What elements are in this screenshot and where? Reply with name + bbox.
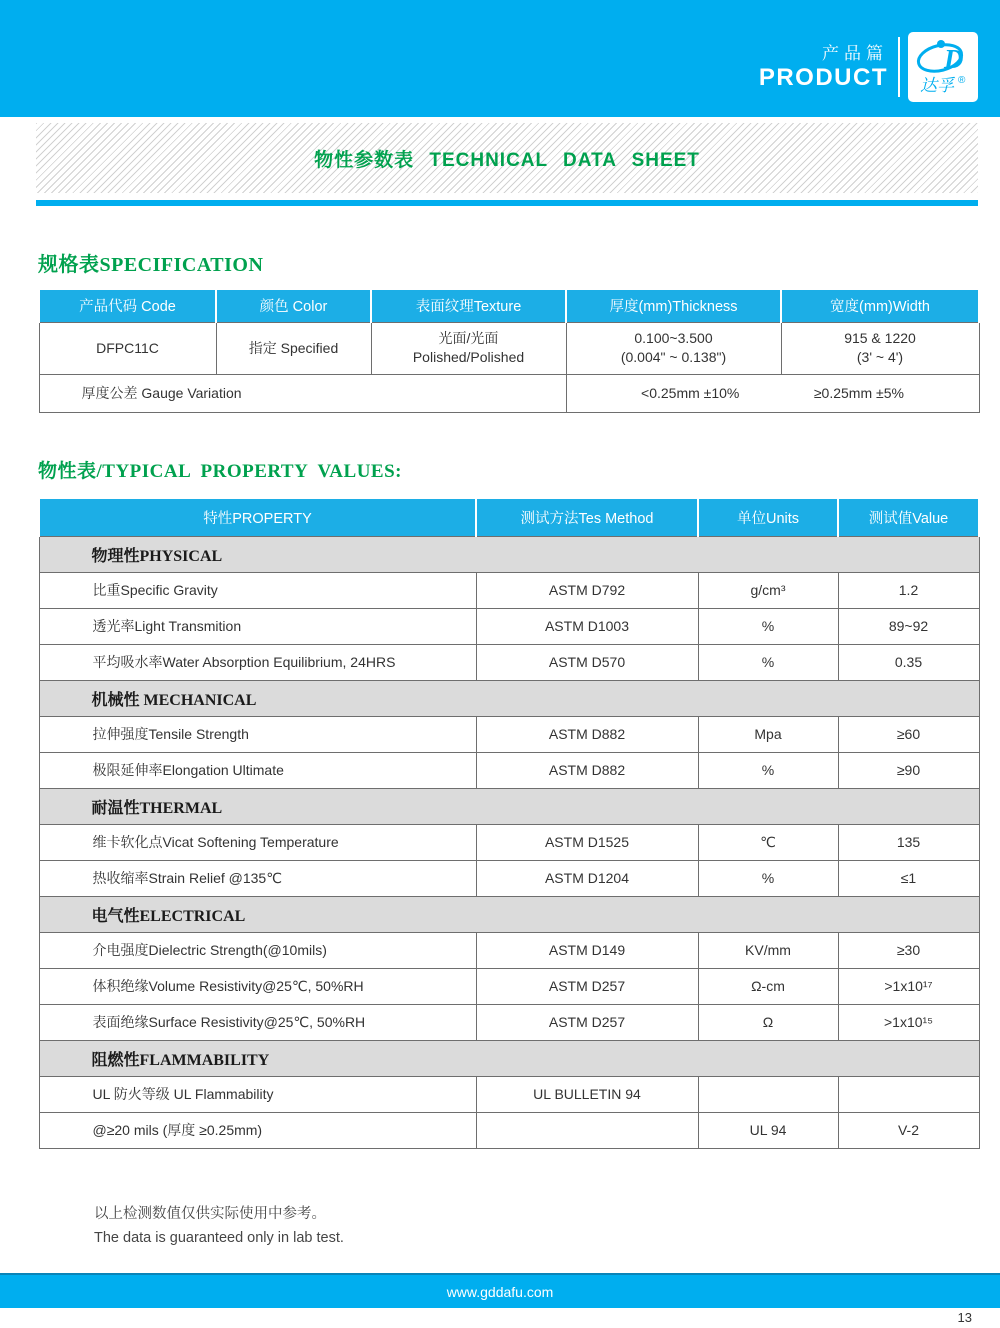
table-row [39, 752, 979, 788]
spec-col-texture: 表面纹理Texture [371, 289, 566, 322]
method-cell: ASTM D1204 [476, 860, 698, 896]
specification-heading: 规格表SPECIFICATION [38, 254, 264, 276]
property-cell: 拉伸强度Tensile Strength [39, 716, 476, 752]
value-cell: ≥90 [838, 752, 979, 788]
footer-band [0, 1273, 1000, 1308]
texture-line2: Polished/Polished [412, 349, 525, 365]
props-col-units: 单位Units [698, 498, 838, 536]
property-cell: 极限延伸率Elongation Ultimate [39, 752, 476, 788]
width-line2: (3' ~ 4') [856, 349, 904, 365]
banner-underline [36, 200, 978, 206]
texture-line1: 光面/光面 [438, 330, 499, 347]
method-cell: ASTM D149 [476, 932, 698, 968]
logo-registered-mark: ® [958, 75, 966, 86]
value-cell: >1x10¹⁵ [838, 1004, 979, 1040]
header-divider [898, 37, 900, 97]
value-cell: 0.35 [838, 644, 979, 680]
gauge-value-above: ≥0.25mm ±5% [813, 385, 904, 401]
value-cell: >1x10¹⁷ [838, 968, 979, 1004]
properties-heading: 物性表/TYPICAL PROPERTY VALUES: [38, 461, 402, 482]
units-cell: Ω [698, 1004, 838, 1040]
section-title: 机械性 MECHANICAL [39, 680, 979, 716]
props-col-method: 测试方法Tes Method [476, 498, 698, 536]
units-cell: % [698, 860, 838, 896]
units-cell: Mpa [698, 716, 838, 752]
units-cell: UL 94 [698, 1112, 838, 1148]
section-row-mechanical [39, 680, 979, 716]
header-right-block [759, 32, 978, 102]
properties-table [38, 497, 980, 1149]
footnote-zh: 以上检测数值仅供实际使用中参考。 [94, 1206, 326, 1222]
dafu-logo-icon [913, 37, 973, 97]
table-row [39, 644, 979, 680]
title-banner [36, 123, 978, 193]
logo-monogram: D [944, 44, 964, 74]
spec-col-thickness: 厚度(mm)Thickness [566, 289, 781, 322]
property-cell: 比重Specific Gravity [39, 572, 476, 608]
value-cell: 1.2 [838, 572, 979, 608]
table-row [39, 1112, 979, 1148]
page-number: 13 [957, 1310, 972, 1325]
website-link[interactable]: www.gddafu.com [446, 1283, 554, 1300]
spec-color-cell: 指定 Specified [216, 322, 371, 374]
table-row [39, 322, 979, 374]
gauge-variation-label: 厚度公差 Gauge Variation [39, 374, 566, 412]
property-cell: UL 防火等级 UL Flammability [39, 1076, 476, 1112]
spec-col-color: 颜色 Color [216, 289, 371, 322]
value-cell [838, 1076, 979, 1112]
specification-table [38, 288, 980, 413]
units-cell: % [698, 608, 838, 644]
method-cell: UL BULLETIN 94 [476, 1076, 698, 1112]
gauge-variation-values [566, 374, 979, 412]
spec-thickness-cell [566, 322, 781, 374]
value-cell: V-2 [838, 1112, 979, 1148]
section-row-electrical [39, 896, 979, 932]
value-cell: ≥30 [838, 932, 979, 968]
props-col-value: 测试值Value [838, 498, 979, 536]
props-col-property: 特性PROPERTY [39, 498, 476, 536]
property-cell: 热收缩率Strain Relief @135℃ [39, 860, 476, 896]
method-cell: ASTM D792 [476, 572, 698, 608]
properties-header-row [39, 498, 979, 536]
section-title: 物理性PHYSICAL [39, 536, 979, 572]
table-row [39, 860, 979, 896]
property-cell: 表面绝缘Surface Resistivity@25℃, 50%RH [39, 1004, 476, 1040]
table-row [39, 572, 979, 608]
method-cell: ASTM D257 [476, 1004, 698, 1040]
header-category [759, 43, 888, 91]
thickness-line1: 0.100~3.500 [634, 330, 713, 347]
table-row [39, 608, 979, 644]
table-row [39, 968, 979, 1004]
units-cell: KV/mm [698, 932, 838, 968]
spec-texture-cell [371, 322, 566, 374]
spec-width-cell [781, 322, 979, 374]
property-cell: 介电强度Dielectric Strength(@10mils) [39, 932, 476, 968]
footnotes [94, 1203, 344, 1251]
logo-name: 达孚 [920, 76, 954, 95]
property-cell: @≥20 mils (厚度 ≥0.25mm) [39, 1112, 476, 1148]
units-cell: Ω-cm [698, 968, 838, 1004]
method-cell [476, 1112, 698, 1148]
spec-col-width: 宽度(mm)Width [781, 289, 979, 322]
section-row-thermal [39, 788, 979, 824]
company-logo [908, 32, 978, 102]
method-cell: ASTM D1525 [476, 824, 698, 860]
section-row-flammability [39, 1040, 979, 1076]
spec-header-row [39, 289, 979, 322]
top-header-band [0, 0, 1000, 117]
method-cell: ASTM D882 [476, 716, 698, 752]
method-cell: ASTM D570 [476, 644, 698, 680]
property-cell: 体积绝缘Volume Resistivity@25℃, 50%RH [39, 968, 476, 1004]
value-cell: ≥60 [838, 716, 979, 752]
spec-col-code: 产品代码 Code [39, 289, 216, 322]
category-label-en: PRODUCT [758, 63, 888, 91]
table-row [39, 1076, 979, 1112]
property-cell: 透光率Light Transmition [39, 608, 476, 644]
table-row [39, 824, 979, 860]
gauge-value-below: <0.25mm ±10% [641, 385, 740, 401]
table-row [39, 932, 979, 968]
method-cell: ASTM D882 [476, 752, 698, 788]
table-row [39, 1004, 979, 1040]
method-cell: ASTM D1003 [476, 608, 698, 644]
table-row [39, 374, 979, 412]
units-cell: g/cm³ [698, 572, 838, 608]
category-label-zh: 产品篇 [822, 43, 888, 63]
method-cell: ASTM D257 [476, 968, 698, 1004]
table-row [39, 716, 979, 752]
width-line1: 915 & 1220 [844, 330, 916, 347]
value-cell: 89~92 [838, 608, 979, 644]
units-cell: % [698, 644, 838, 680]
section-title: 阻燃性FLAMMABILITY [39, 1040, 979, 1076]
property-cell: 平均吸水率Water Absorption Equilibrium, 24HRS [39, 644, 476, 680]
units-cell: ℃ [698, 824, 838, 860]
thickness-line2: (0.004" ~ 0.138") [620, 349, 727, 365]
value-cell: ≤1 [838, 860, 979, 896]
section-title: 耐温性THERMAL [39, 788, 979, 824]
spec-code-cell: DFPC11C [39, 322, 216, 374]
units-cell [698, 1076, 838, 1112]
property-cell: 维卡软化点Vicat Softening Temperature [39, 824, 476, 860]
page-title: 物性参数表 TECHNICAL DATA SHEET [314, 149, 700, 171]
value-cell: 135 [838, 824, 979, 860]
units-cell: % [698, 752, 838, 788]
section-row-physical [39, 536, 979, 572]
section-title: 电气性ELECTRICAL [39, 896, 979, 932]
footnote-en: The data is guaranteed only in lab test. [94, 1229, 344, 1246]
